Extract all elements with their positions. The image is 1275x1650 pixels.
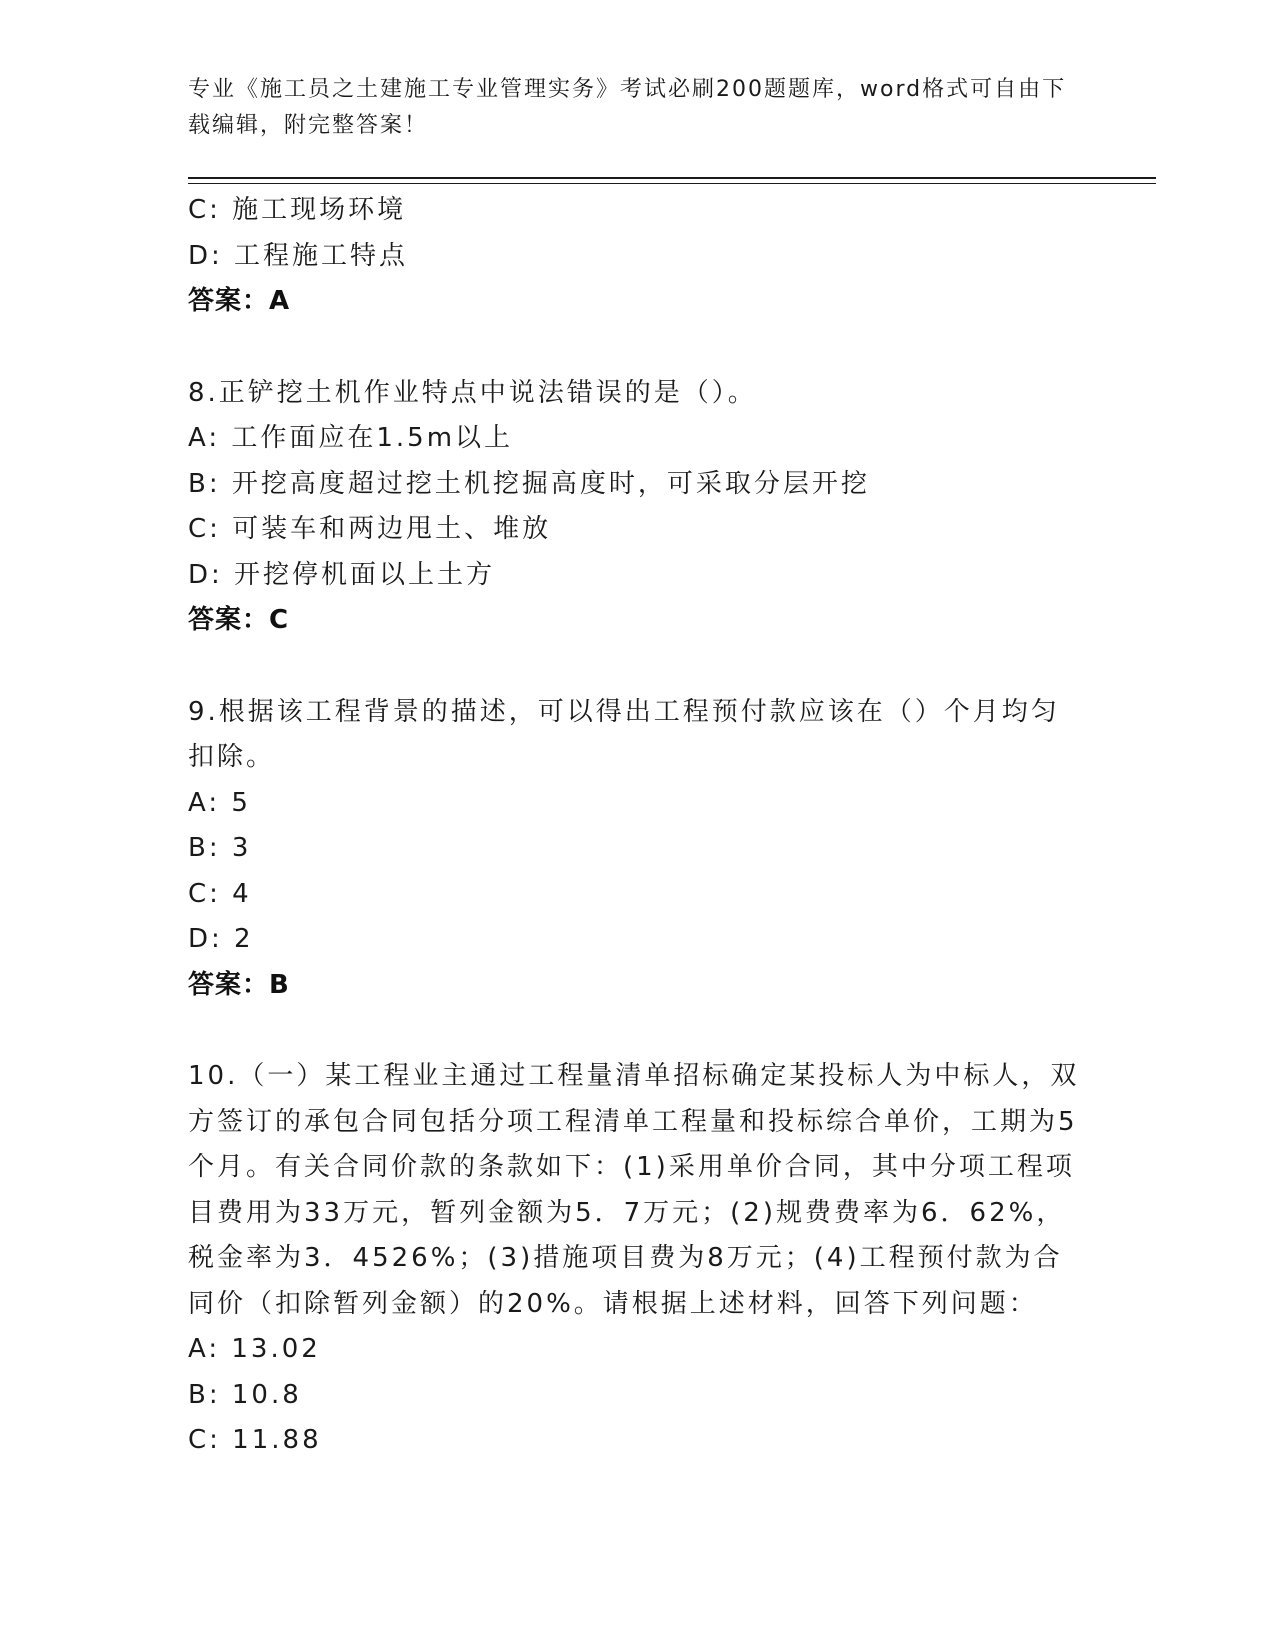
option-d: D: 2: [188, 924, 254, 954]
option-c: C: 4: [188, 878, 252, 909]
document-body: [188, 188, 1088, 1464]
question-text: 9.根据该工程背景的描述，可以得出工程预付款应该在（）个月均匀扣除。: [188, 696, 1060, 772]
option-b: B: 3: [188, 833, 252, 863]
question-10: [188, 1054, 1088, 1464]
option-a: A: 5: [188, 787, 251, 818]
option-a: A: 工作面应在1.5m以上: [188, 423, 514, 453]
option-c: C: 11.88: [188, 1425, 322, 1455]
spacer: [188, 1008, 1088, 1054]
answer-line: 答案：C: [188, 605, 290, 635]
option-b: B: 开挖高度超过挖土机挖掘高度时，可采取分层开挖: [188, 468, 870, 499]
continued-question: [188, 188, 1088, 325]
question-text: 8.正铲挖土机作业特点中说法错误的是（）。: [188, 377, 757, 408]
question-9: [188, 690, 1088, 1009]
option-c: C: 施工现场环境: [188, 195, 407, 225]
question-text: 10.（一）某工程业主通过工程量清单招标确定某投标人为中标人，双方签订的承包合同包括分项工程清单工程量和投标综合单价，工期为5个月。有关合同价款的条款如下：(1)采用单价合同，其中分项工程项目费用为33万元，暂列金额为5．7万元；(2)规费费率为6．62%，税金率为3．4526%；(3)措施项目费为8万元；(4)工程预付款为合同价（扣除暂列金额）的20%。请根据上述材料，回答下列问题：: [188, 1061, 1080, 1319]
option-b: B: 10.8: [188, 1379, 302, 1410]
option-d: D: 开挖停机面以上土方: [188, 559, 496, 590]
option-d: D: 工程施工特点: [188, 240, 409, 271]
spacer: [188, 325, 1088, 371]
option-c: C: 可装车和两边甩土、堆放: [188, 514, 552, 544]
header-rule-thick: [188, 177, 1156, 179]
answer-line: 答案：A: [188, 286, 291, 316]
header-rule-thin: [188, 183, 1156, 184]
answer-line: 答案：B: [188, 969, 290, 1000]
option-a: A: 13.02: [188, 1334, 321, 1364]
page-header: 专业《施工员之土建施工专业管理实务》考试必刷200题题库，word格式可自由下载编辑，附完整答案！: [188, 77, 1067, 138]
spacer: [188, 644, 1088, 690]
question-8: [188, 371, 1088, 644]
